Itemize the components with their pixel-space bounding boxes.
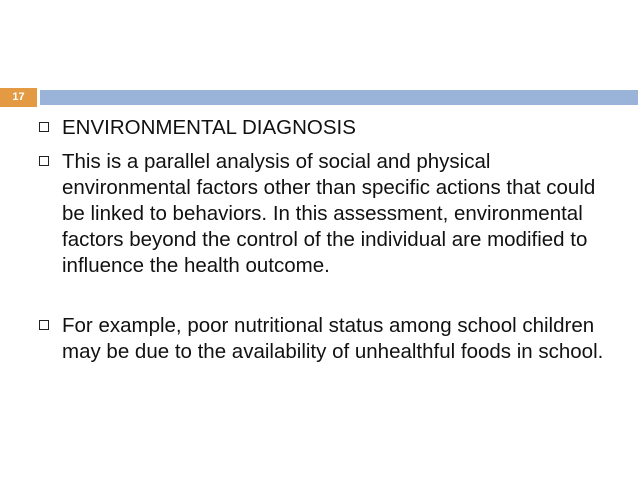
square-bullet-icon: [39, 122, 49, 132]
list-item: [0, 149, 638, 279]
slide-header-bar: [40, 90, 638, 105]
list-item: [0, 313, 638, 365]
slide-number-badge: 17: [0, 88, 37, 107]
bullet-text-example: For example, poor nutritional status among school children may be due to the availability of unhealthful foods in school.: [62, 314, 604, 363]
bullet-text-heading: ENVIRONMENTAL DIAGNOSIS: [62, 116, 356, 139]
square-bullet-icon: [39, 156, 49, 166]
bullet-text-definition: This is a parallel analysis of social and physical environmental factors other than specific actions that could be linked to behaviors. In this assessment, environmental factors beyond the control of the individual are modified to influence the health outcome.: [62, 150, 596, 277]
list-item: [0, 115, 638, 141]
square-bullet-icon: [39, 320, 49, 330]
bullet-list: [0, 115, 638, 365]
